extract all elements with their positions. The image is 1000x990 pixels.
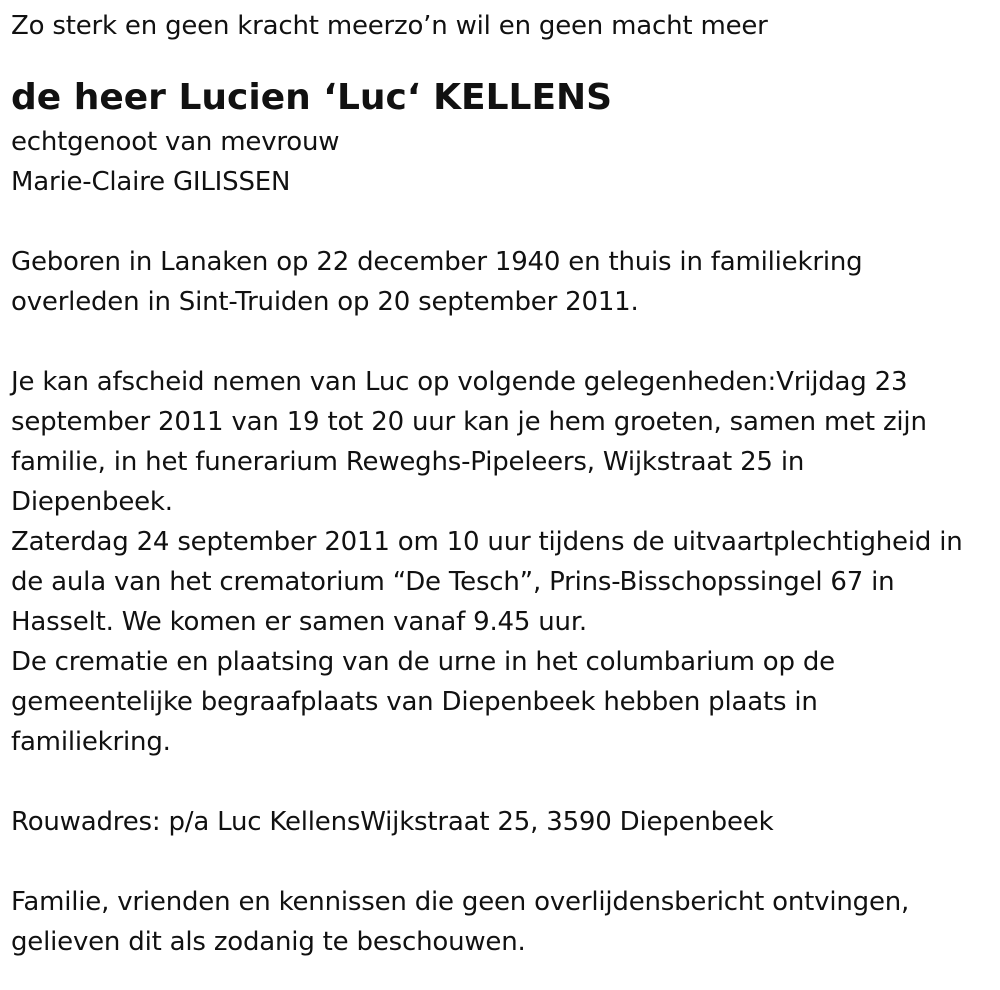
deceased-name: de heer Lucien ‘Luc‘ KELLENS <box>11 77 613 118</box>
paragraph-gap <box>11 762 996 802</box>
paragraph-line: gemeentelijke begraafplaats van Diepenbeek hebben plaats in <box>11 687 818 717</box>
paragraph-line: Geboren in Lanaken op 22 december 1940 en thuis in familiekring <box>11 247 863 277</box>
paragraph-line: De crematie en plaatsing van de urne in het columbarium op de <box>11 647 835 677</box>
mourning-address: Rouwadres: p/a Luc KellensWijkstraat 25, 3590 Diepenbeek <box>11 807 774 837</box>
spouse-line-1: echtgenoot van mevrouw <box>11 127 340 157</box>
paragraph-line: overleden in Sint-Truiden op 20 september 2011. <box>11 287 639 317</box>
motto: Zo sterk en geen kracht meerzo’n wil en geen macht meer <box>11 11 768 41</box>
paragraph-gap <box>11 202 996 242</box>
paragraph-line: familiekring. <box>11 727 171 757</box>
paragraph-line: Familie, vrienden en kennissen die geen overlijdensbericht ontvingen, <box>11 887 910 917</box>
paragraph-line: Zaterdag 24 september 2011 om 10 uur tijdens de uitvaartplechtigheid in <box>11 527 963 557</box>
closing-paragraph <box>11 882 996 962</box>
paragraph-line: Je kan afscheid nemen van Luc op volgende gelegenheden:Vrijdag 23 <box>11 367 908 397</box>
spouse-line-2: Marie-Claire GILISSEN <box>11 167 291 197</box>
paragraph-line: gelieven dit als zodanig te beschouwen. <box>11 927 526 957</box>
paragraph-line: Diepenbeek. <box>11 487 173 517</box>
birth-death-paragraph <box>11 242 996 322</box>
paragraph-line: september 2011 van 19 tot 20 uur kan je hem groeten, samen met zijn <box>11 407 927 437</box>
paragraph-gap <box>11 842 996 882</box>
paragraph-line: Hasselt. We komen er samen vanaf 9.45 uur. <box>11 607 587 637</box>
farewell-paragraph <box>11 362 996 762</box>
paragraph-gap <box>11 322 996 362</box>
paragraph-line: familie, in het funerarium Reweghs-Pipeleers, Wijkstraat 25 in <box>11 447 805 477</box>
obituary-notice <box>11 6 996 962</box>
paragraph-line: de aula van het crematorium “De Tesch”, Prins-Bisschopssingel 67 in <box>11 567 895 597</box>
